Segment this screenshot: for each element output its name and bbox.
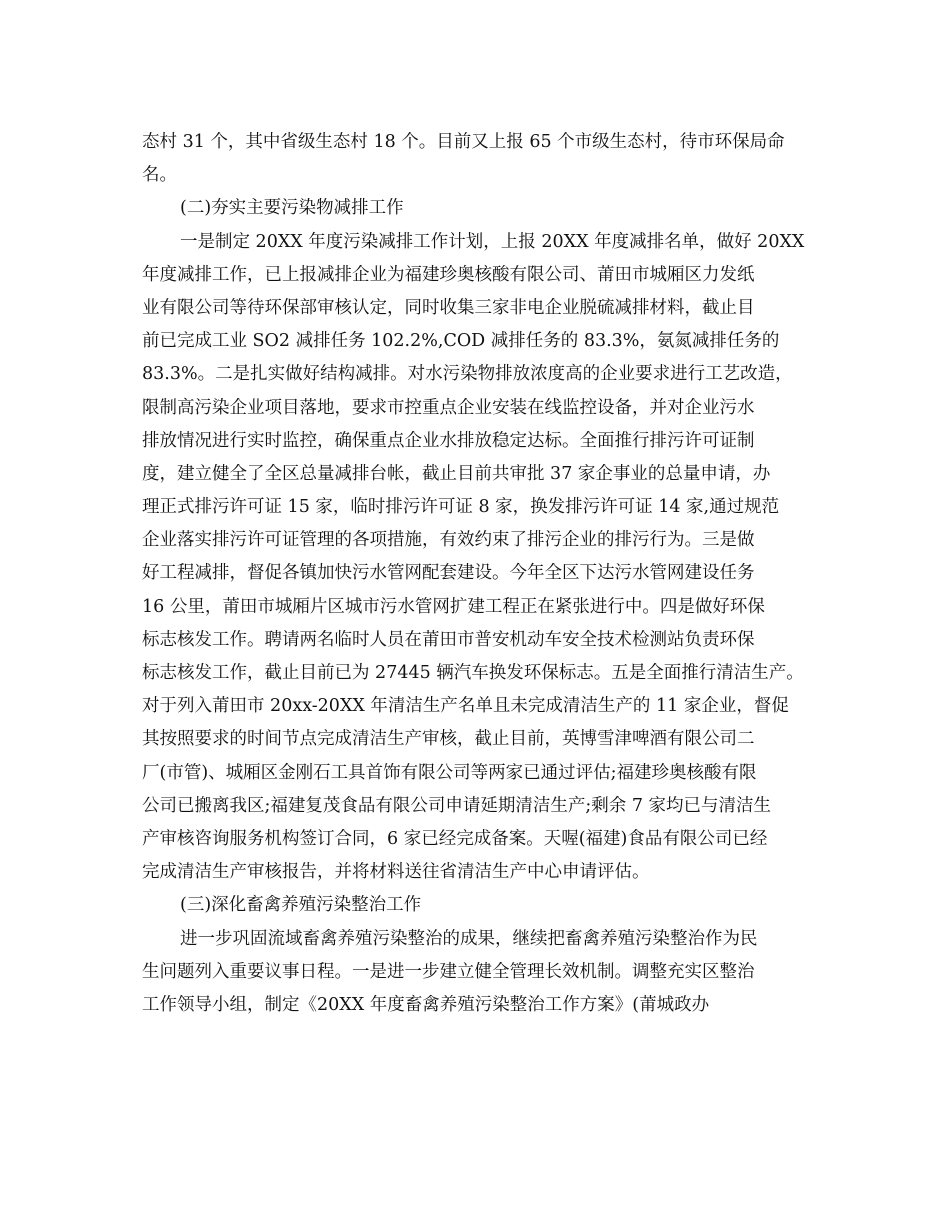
text-line: 业有限公司等待环保部审核认定，同时收集三家非电企业脱硫减排材料，截止目 — [142, 297, 755, 318]
text-line: 名。 — [142, 165, 177, 186]
text-line: 产审核咨询服务机构签订合同，6 家已经完成备案。天喔(福建)食品有限公司已经 — [142, 828, 768, 849]
text-line: 标志核发工作，截止目前已为 27445 辆汽车换发环保标志。五是全面推行清洁生产。 — [142, 663, 804, 683]
text-line: 标志核发工作。聘请两名临时人员在莆田市普安机动车安全技术检测站负责环保 — [142, 629, 755, 650]
text-line: 一是制定 20XX 年度污染减排工作计划，上报 20XX 年度减排名单，做好 20XX — [180, 231, 805, 252]
text-line: (三)深化畜禽养殖污染整治工作 — [180, 895, 422, 916]
text-line: 排放情况进行实时监控，确保重点企业水排放稳定达标。全面推行排污许可证制 — [142, 430, 755, 451]
text-line: 16 公里，莆田市城厢片区城市污水管网扩建工程正在紧张进行中。四是做好环保 — [142, 596, 765, 617]
text-line: 态村 31 个，其中省级生态村 18 个。目前又上报 65 个市级生态村，待市环保局命 — [142, 132, 785, 152]
text-line: 其按照要求的时间节点完成清洁生产审核，截止目前，英博雪津啤酒有限公司二 — [142, 729, 755, 750]
text-line: 工作领导小组，制定《20XX 年度畜禽养殖污染整治工作方案》(莆城政办 — [142, 994, 710, 1015]
text-line: 限制高污染企业项目落地，要求市控重点企业安装在线监控设备，并对企业污水 — [142, 397, 755, 418]
text-line: 进一步巩固流域畜禽养殖污染整治的成果，继续把畜禽养殖污染整治作为民 — [180, 928, 758, 949]
text-line: 对于列入莆田市 20xx-20XX 年清洁生产名单且未完成清洁生产的 11 家企业，督促 — [142, 696, 789, 717]
text-line: 企业落实排污许可证管理的各项措施，有效约束了排污企业的排污行为。三是做 — [142, 530, 755, 551]
text-line: 公司已搬离我区;福建复茂食品有限公司申请延期清洁生产;剩余 7 家均已与清洁生 — [142, 795, 772, 816]
text-line: 理正式排污许可证 15 家，临时排污许可证 8 家，换发排污许可证 14 家,通过规范 — [142, 497, 780, 518]
text-line: 前已完成工业 SO2 减排任务 102.2%,COD 减排任务的 83.3%，氨氮减排任务的 — [142, 331, 780, 352]
text-line: 度，建立健全了全区总量减排台帐，截止目前共审批 37 家企事业的总量申请，办 — [142, 463, 771, 484]
text-line: (二)夯实主要污染物减排工作 — [180, 198, 404, 219]
text-line: 完成清洁生产审核报告，并将材料送往省清洁生产中心申请评估。 — [142, 862, 650, 883]
text-line: 83.3%。二是扎实做好结构减排。对水污染物排放浓度高的企业要求进行工艺改造， — [142, 364, 793, 385]
text-line: 好工程减排，督促各镇加快污水管网配套建设。今年全区下达污水管网建设任务 — [142, 563, 755, 584]
body-text — [142, 126, 822, 1022]
text-line: 年度减排工作，已上报减排企业为福建珍奥核酸有限公司、莆田市城厢区力发纸 — [142, 264, 755, 285]
text-line: 厂(市管)、城厢区金刚石工具首饰有限公司等两家已通过评估;福建珍奥核酸有限 — [142, 762, 757, 783]
text-line: 生问题列入重要议事日程。一是进一步建立健全管理长效机制。调整充实区整治 — [142, 961, 755, 982]
